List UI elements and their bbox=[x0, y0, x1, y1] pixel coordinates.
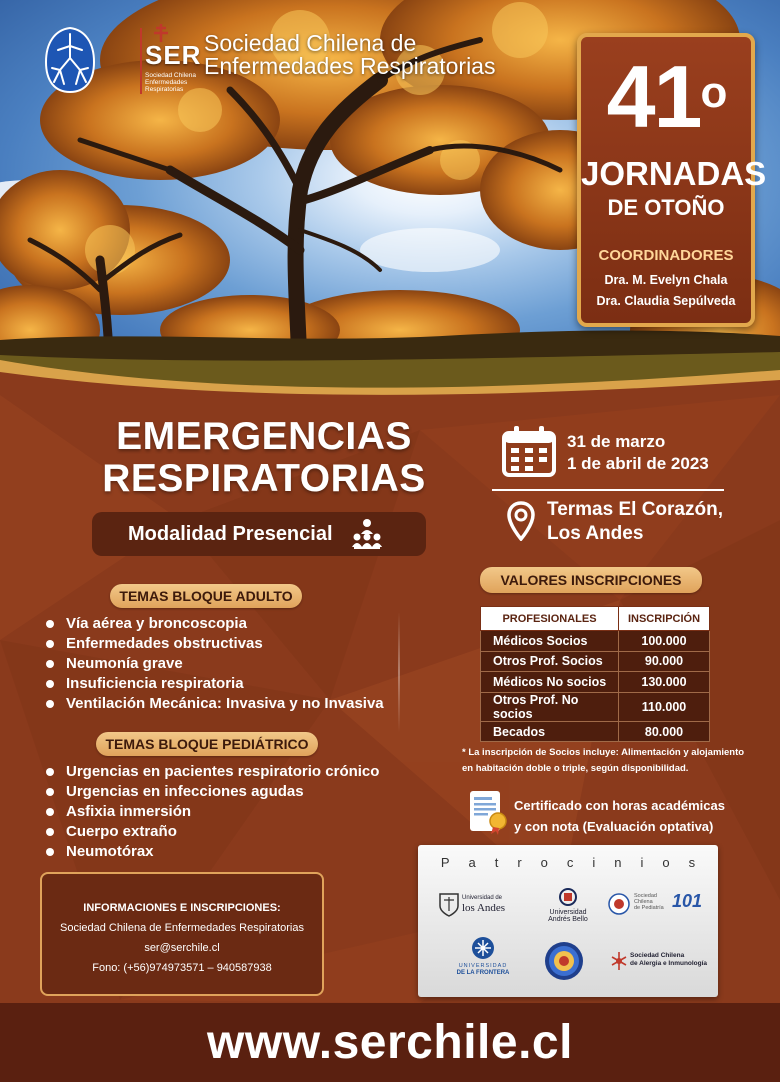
coordinator-1: Dra. M. Evelyn Chala bbox=[604, 273, 728, 287]
list-item: Enfermedades obstructivas bbox=[46, 634, 396, 654]
contact-email[interactable]: ser@serchile.cl bbox=[144, 942, 220, 954]
otono-label: DE OTOÑO bbox=[607, 195, 725, 220]
prices-note bbox=[462, 745, 772, 777]
table-row bbox=[481, 692, 710, 721]
sochipe-101: 101 bbox=[672, 891, 703, 911]
table-cell: 130.000 bbox=[619, 672, 710, 693]
list-item: Cuerpo extraño bbox=[46, 822, 396, 842]
main-title-line2: RESPIRATORIAS bbox=[102, 457, 426, 500]
list-item: Urgencias en pacientes respiratorio crónico bbox=[46, 762, 396, 782]
column-divider bbox=[398, 612, 400, 732]
event-separator bbox=[492, 489, 724, 491]
sponsor-alergia bbox=[610, 949, 710, 979]
audience-icon bbox=[350, 518, 384, 550]
ufro-name-1: UNIVERSIDAD bbox=[458, 963, 508, 969]
event-place-line1: Termas El Corazón, bbox=[547, 499, 723, 520]
jornadas-label: JORNADAS bbox=[581, 155, 767, 192]
uandes-name: los Andes bbox=[462, 902, 506, 914]
sochipe-crest-icon bbox=[608, 893, 630, 915]
ser-small-name: Sociedad Chilena Enfermedades Respiratorias bbox=[145, 72, 196, 93]
table-row bbox=[481, 651, 710, 672]
table-cell: 80.000 bbox=[619, 721, 710, 742]
sponsors-title: Patrocinios bbox=[440, 855, 715, 870]
prices-title: VALORES INSCRIPCIONES bbox=[480, 567, 702, 593]
table-cell: Becados bbox=[481, 721, 619, 742]
sponsor-unab bbox=[538, 887, 598, 927]
uandes-crest-icon bbox=[438, 892, 460, 918]
table-row bbox=[481, 672, 710, 693]
event-date-line1: 31 de marzo bbox=[567, 432, 666, 451]
list-item: Vía aérea y broncoscopia bbox=[46, 614, 396, 634]
calendar-icon bbox=[502, 425, 556, 477]
contact-title: INFORMACIONES E INSCRIPCIONES: bbox=[83, 902, 281, 914]
sponsors-box bbox=[418, 845, 718, 997]
alergia-name-1: Sociedad Chilena bbox=[630, 952, 685, 959]
contact-info-box bbox=[40, 872, 324, 996]
contact-org: Sociedad Chilena de Enfermedades Respiratorias bbox=[60, 922, 304, 934]
contact-phone: Fono: (+56)974973571 – 940587938 bbox=[92, 962, 272, 974]
adult-topics-list bbox=[46, 614, 396, 714]
prices-table bbox=[480, 606, 710, 742]
sochipe-name-1: Sociedad bbox=[634, 893, 657, 899]
column-header: INSCRIPCIÓN bbox=[619, 607, 710, 631]
footer bbox=[0, 1003, 780, 1082]
adult-topics-title: TEMAS BLOQUE ADULTO bbox=[110, 584, 302, 608]
table-row bbox=[481, 631, 710, 652]
sponsor-ufro bbox=[448, 935, 518, 979]
table-cell: 110.000 bbox=[619, 692, 710, 721]
certificate-icon bbox=[466, 789, 510, 835]
alergia-name-2: de Alergia e Inmunología bbox=[630, 960, 708, 967]
table-cell: Otros Prof. No socios bbox=[481, 692, 619, 721]
list-item: Neumonía grave bbox=[46, 654, 396, 674]
modality-label: Modalidad Presencial bbox=[128, 523, 333, 545]
table-cell: 100.000 bbox=[619, 631, 710, 652]
prices-note-line2: en habitación doble o triple, según disponibilidad. bbox=[462, 763, 689, 774]
sochipe-name bbox=[634, 893, 664, 911]
unab-name-2: Andrés Bello bbox=[548, 916, 588, 923]
list-item: Ventilación Mecánica: Invasiva y no Invasiva bbox=[46, 694, 396, 714]
coordinator-2: Dra. Claudia Sepúlveda bbox=[596, 294, 736, 308]
website-link[interactable]: www.serchile.cl bbox=[207, 1016, 573, 1069]
table-cell: 90.000 bbox=[619, 651, 710, 672]
certificate-line2: y con nota (Evaluación optativa) bbox=[514, 819, 714, 834]
sponsor-uandes bbox=[438, 889, 518, 921]
list-item: Insuficiencia respiratoria bbox=[46, 674, 396, 694]
edition-number: 41$^o$ bbox=[606, 47, 726, 146]
list-item: Neumotórax bbox=[46, 842, 396, 862]
org-name-line1: Sociedad Chilena de bbox=[204, 30, 417, 56]
alergia-icon bbox=[610, 951, 628, 971]
sponsor-sochipe bbox=[608, 893, 708, 921]
main-title-line1: EMERGENCIAS bbox=[116, 415, 412, 458]
location-pin-icon bbox=[507, 501, 535, 541]
modality-banner bbox=[92, 512, 426, 556]
ser-acronym: SER bbox=[145, 40, 202, 70]
ufro-crest-icon bbox=[470, 935, 496, 961]
unab-crest-icon bbox=[558, 887, 578, 907]
org-name-line2: Enfermedades Respiratorias bbox=[204, 53, 496, 79]
main-title bbox=[92, 416, 436, 500]
certificate-line1: Certificado con horas académicas bbox=[514, 798, 725, 813]
sponsor-pediatric-emblem bbox=[544, 941, 584, 981]
pediatric-topics-list bbox=[46, 762, 396, 862]
coordinators-title: COORDINADORES bbox=[598, 247, 734, 264]
sochipe-name-3: de Pediatría bbox=[634, 905, 664, 911]
ufro-name-2: DE LA FRONTERA bbox=[456, 970, 510, 976]
table-cell: Médicos Socios bbox=[481, 631, 619, 652]
event-date-line2: 1 de abril de 2023 bbox=[567, 454, 709, 473]
table-row bbox=[481, 721, 710, 742]
unab-name-1: Universidad bbox=[549, 909, 587, 916]
column-header: PROFESIONALES bbox=[481, 607, 619, 631]
sochipe-name-2: Chilena bbox=[634, 899, 653, 905]
certificate-text bbox=[514, 795, 725, 837]
table-cell: Médicos No socios bbox=[481, 672, 619, 693]
prices-note-line1: * La inscripción de Socios incluye: Alimentación y alojamiento bbox=[462, 747, 745, 758]
list-item: Urgencias en infecciones agudas bbox=[46, 782, 396, 802]
list-item: Asfixia inmersión bbox=[46, 802, 396, 822]
uandes-small: Universidad de bbox=[462, 895, 503, 901]
table-header-row bbox=[481, 607, 710, 631]
event-place-line2: Los Andes bbox=[547, 523, 644, 544]
table-cell: Otros Prof. Socios bbox=[481, 651, 619, 672]
pediatric-topics-title: TEMAS BLOQUE PEDIÁTRICO bbox=[96, 732, 318, 756]
